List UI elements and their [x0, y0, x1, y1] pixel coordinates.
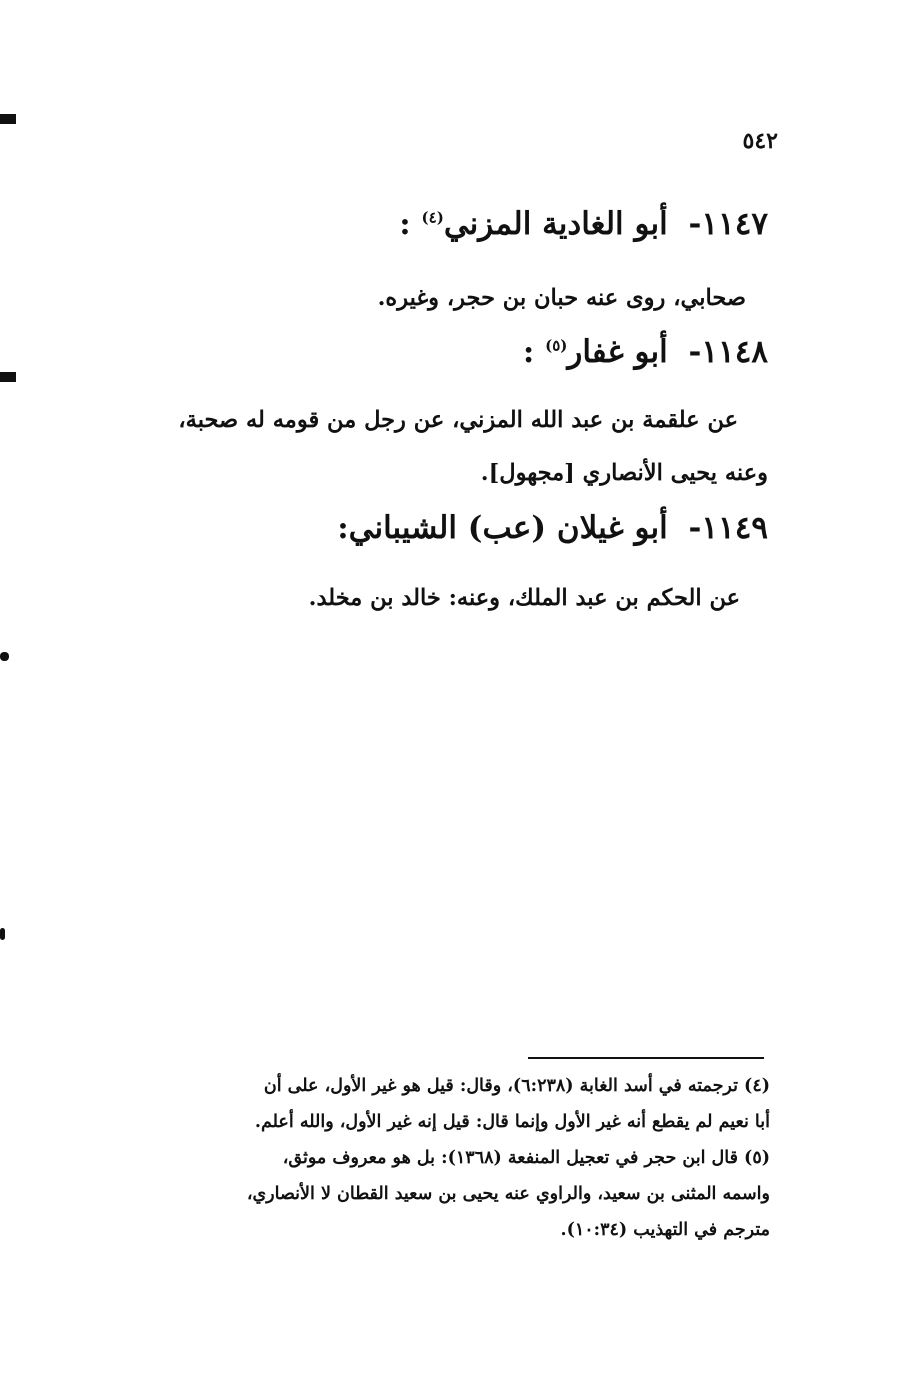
entry-body	[118, 406, 768, 488]
footnote	[110, 1140, 770, 1248]
footnote-separator	[528, 1057, 764, 1059]
entry-number: ١١٤٧-	[688, 206, 768, 242]
entry-number: ١١٤٨-	[688, 334, 768, 370]
entry-heading	[399, 206, 768, 242]
footnote-line: واسمه المثنى بن سعيد، والراوي عنه يحيى بن سعيد القطان لا الأنصاري،	[246, 1184, 770, 1204]
footnote-ref: (٤)	[421, 208, 444, 227]
entry-heading	[523, 334, 768, 370]
scan-mark	[0, 372, 16, 382]
entry-title: أبو غفار	[567, 334, 668, 370]
body-line: عن علقمة بن عبد الله المزني، عن رجل من قومه له صحبة،	[178, 407, 738, 433]
entry-number: ١١٤٩-	[688, 510, 768, 546]
body-line: وعنه يحيى الأنصاري [مجهول].	[480, 460, 768, 486]
scan-mark	[0, 928, 5, 940]
footnote-line: (٤) ترجمته في أسد الغابة (٦:٢٣٨)، وقال: قيل هو غير الأول، على أن	[263, 1076, 770, 1096]
entry-title: أبو غيلان (عب) الشيباني:	[337, 510, 668, 546]
scan-mark	[0, 652, 9, 661]
entry-suffix: :	[522, 334, 535, 370]
entry-title: أبو الغادية المزني	[443, 206, 668, 242]
entry-heading	[337, 510, 768, 546]
body-line: عن الحكم بن عبد الملك، وعنه: خالد بن مخلد.	[308, 585, 740, 611]
footnote-line: (٥) قال ابن حجر في تعجيل المنفعة (١٣٦٨): بل هو معروف موثق،	[282, 1148, 770, 1168]
entry-body	[378, 284, 746, 313]
footnote	[110, 1068, 770, 1140]
entry-body	[309, 584, 740, 613]
footnotes	[110, 1068, 770, 1248]
footnote-line: أبا نعيم لم يقطع أنه غير الأول وإنما قال: قيل إنه غير الأول، والله أعلم.	[254, 1112, 770, 1132]
footnote-ref: (٥)	[545, 336, 568, 355]
footnote-line: مترجم في التهذيب (١٠:٣٤).	[560, 1220, 770, 1240]
entry-suffix: :	[399, 206, 411, 242]
scan-mark	[0, 114, 16, 124]
body-line: صحابي، روى عنه حبان بن حجر، وغيره.	[377, 285, 746, 311]
page-number: ٥٤٢	[742, 128, 778, 154]
